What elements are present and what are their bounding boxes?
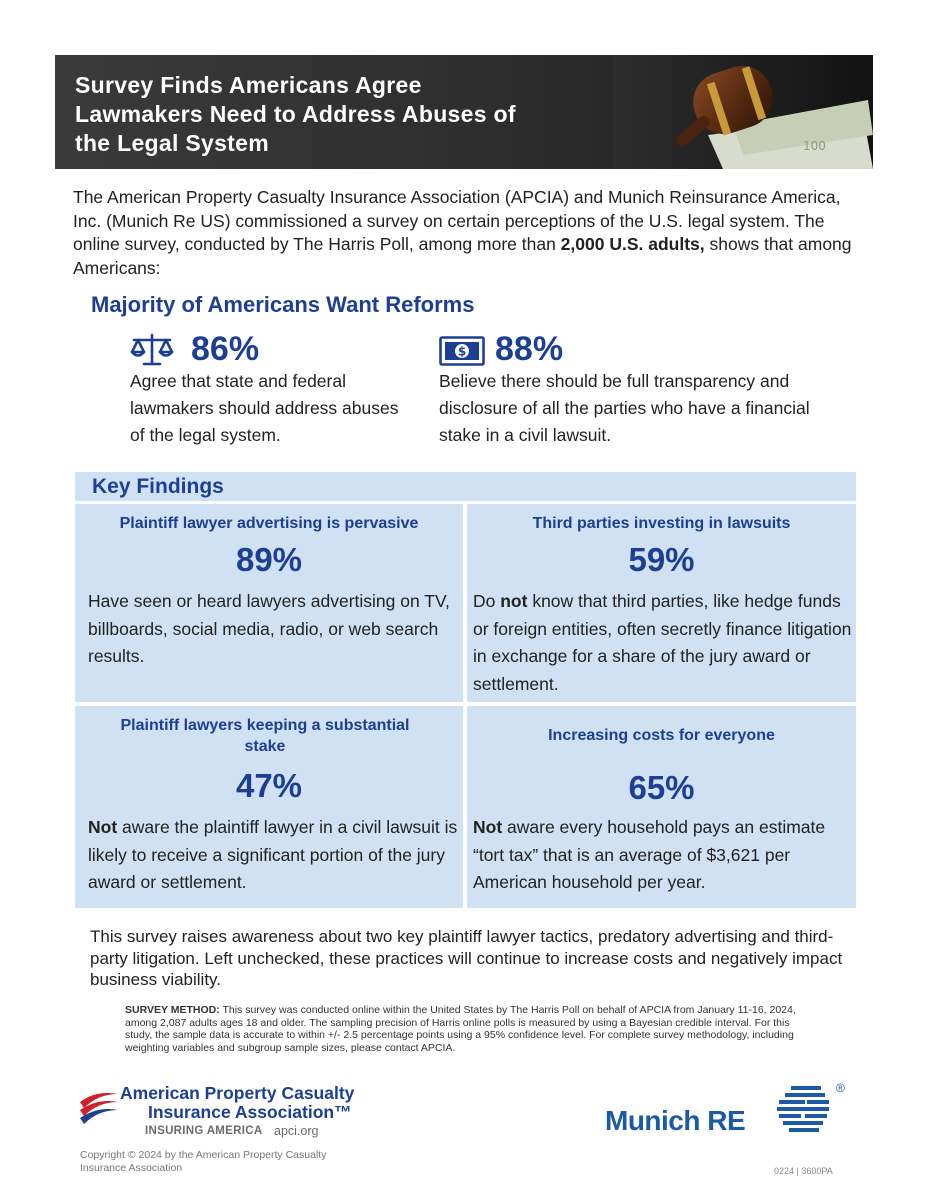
stat-desc-86: Agree that state and federal lawmakers should address abuses of the legal system. [130, 371, 399, 445]
document-code: 0224 | 3600PA [774, 1166, 833, 1176]
finding-desc-rest: aware the plaintiff lawyer in a civil lawsuit is likely to receive a significant portion of the jury award or settlement. [88, 817, 458, 892]
header-banner [55, 55, 873, 169]
finding-value: 59% [628, 541, 695, 578]
apci-logo [78, 1084, 378, 1144]
key-findings-title: Key Findings [92, 475, 224, 498]
section-title-reforms: Majority of Americans Want Reforms [91, 292, 475, 317]
finding-desc-bold: not [500, 591, 528, 611]
stat-86 [130, 330, 420, 450]
finding-desc-bold: Not [88, 817, 118, 837]
money-icon [439, 336, 485, 366]
intro-text-end: shows that among Americans: [73, 234, 852, 278]
finding-value: 65% [628, 769, 695, 806]
copyright: Copyright © 2024 by the American Property Casualty Insurance Association [80, 1149, 327, 1174]
finding-cell-costs [467, 706, 856, 908]
finding-desc-pre: Do [473, 591, 501, 611]
finding-value: 89% [235, 541, 303, 578]
closing-paragraph: This survey raises awareness about two key plaintiff lawyer tactics, predatory advertising and third-party litigation. Left unchecked, these practices will continue to increase costs and negatively impact business viability. [90, 927, 843, 989]
key-findings-header [75, 472, 856, 501]
key-findings-panel [75, 472, 856, 908]
intro-paragraph [73, 186, 863, 280]
finding-desc [473, 588, 853, 698]
finding-title: Increasing costs for everyone [548, 727, 775, 744]
stat-value-88: 88% [495, 330, 564, 368]
flag-swoosh-icon [78, 1088, 120, 1128]
munich-re-wordmark: Munich RE [605, 1105, 746, 1136]
scales-icon [130, 332, 174, 368]
finding-cell-advertising [75, 504, 463, 702]
page-title: Survey Finds Americans Agree Lawmakers Need to Address Abuses of the Legal System [75, 72, 516, 156]
registered-mark: ® [836, 1081, 845, 1095]
stat-value-86: 86% [191, 330, 260, 368]
intro-bold: 2,000 U.S. adults, [560, 234, 705, 254]
apci-name-line2: Insurance Association™ [148, 1102, 352, 1122]
survey-method-text: This survey was conducted online within the United States by The Harris Poll on behalf of APCIA from January 11-16, 2024, among 2,087 adults ages 18 and older. The sampling precision of Harris online polls is measured by using a Bayesian credible interval. For this study, the sample data is accurate to within +/- 2.5 percentage points using a 95% confidence level. For complete survey methodology, including weighting variables and subgroup sample sizes, please contact APCIA. [125, 1004, 796, 1054]
finding-desc [473, 814, 853, 897]
survey-method-label: SURVEY METHOD: [125, 1004, 220, 1016]
finding-desc-rest: know that third parties, like hedge funds or foreign entities, often secretly finance litigation in exchange for a share of the jury award or settlement. [473, 591, 852, 694]
survey-method [125, 1004, 815, 1054]
gavel-image [613, 55, 873, 169]
intro-text: The American Property Casualty Insurance Association (APCIA) and Munich Reinsurance America, Inc. (Munich Re US) commissioned a survey on certain perceptions of the U.S. legal system. The online survey, conducted by The Harris Poll, among more than [73, 187, 841, 254]
finding-title: Plaintiff lawyers keeping a substantial stake [120, 717, 410, 755]
apci-tagline: INSURING AMERICA [145, 1125, 263, 1137]
stat-desc-88: Believe there should be full transparency and disclosure of all the parties who have a financial stake in a civil lawsuit. [439, 371, 810, 445]
munich-re-logo [605, 1081, 855, 1144]
finding-desc [88, 814, 458, 897]
finding-desc-bold: Not [473, 817, 503, 837]
finding-value: 47% [235, 767, 303, 804]
apci-url[interactable]: apci.org [274, 1124, 319, 1138]
finding-title: Third parties investing in lawsuits [532, 515, 791, 532]
finding-cell-stake [75, 706, 463, 908]
stat-88 [439, 330, 849, 450]
finding-title: Plaintiff lawyer advertising is pervasive [119, 515, 419, 532]
munich-re-mark-icon [775, 1084, 831, 1136]
finding-desc-rest: aware every household pays an estimate “tort tax” that is an average of $3,621 per American household per year. [473, 817, 826, 892]
apci-name-line1: American Property Casualty [120, 1083, 355, 1103]
finding-cell-third-parties [467, 504, 856, 702]
svg-text:100: 100 [803, 139, 826, 153]
finding-desc: Have seen or heard lawyers advertising on TV, billboards, social media, radio, or web search results. [88, 591, 450, 666]
svg-text:$: $ [457, 344, 467, 359]
